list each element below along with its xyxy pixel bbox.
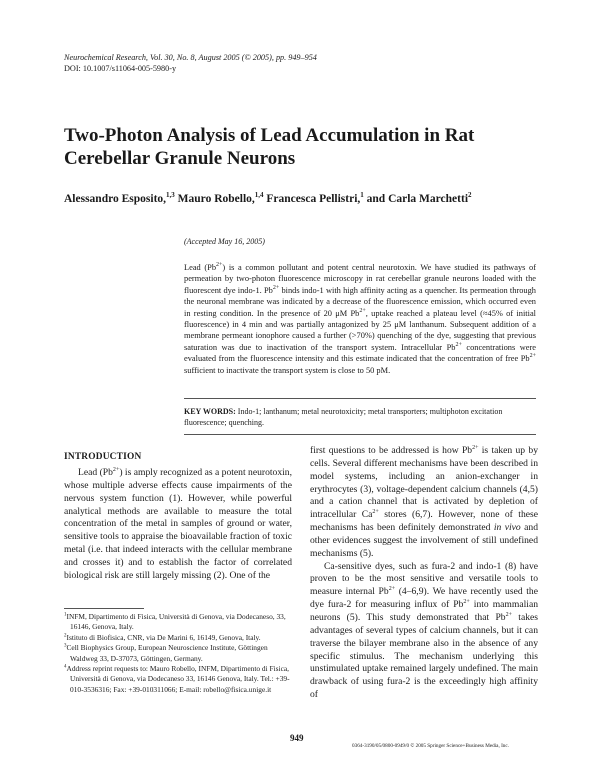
footnote-number: 3 <box>64 643 67 649</box>
paragraph <box>310 445 538 561</box>
text-run: into mammalian neurons (5). This study demonstrated that Pb <box>310 599 539 623</box>
superscript: 2+ <box>455 342 462 349</box>
text-run: Lead (Pb <box>184 263 217 272</box>
author-name: Francesca Pellistri, <box>263 193 361 205</box>
footnote <box>64 633 292 643</box>
paragraph <box>64 467 292 583</box>
accepted-date: (Accepted May 16, 2005) <box>184 237 265 246</box>
keywords <box>184 406 536 428</box>
footnote-text: Address reprint requests to: Mauro Robello, INFM, Dipartimento di Fisica, Università di Genova, via Dodecaneso 33, 16146 Genova, Italy. Tel.: +39-010-3536316; Fax: +39-010311066; E-mail: robello@fisica.unige.it <box>66 664 290 694</box>
text-run: ) is a common pollutant and potent central neurotoxin. We have studied its pathways of permeation by two-photon fluorescence microscopy in rat cerebellar granule neurons loaded with the fluorescent dye indo-1. Pb <box>184 263 536 295</box>
text-run: Lead (Pb <box>78 467 113 478</box>
paragraph <box>310 561 538 702</box>
text-run: takes advantages of several types of calcium channels, but it can traverse the bilayer membrane also in the absence of any specific stimulus. The mechanism underlying this unstimulated uptake remained largely undefined. The main drawback of using fura-2 is the exceedingly high affinity of <box>310 611 538 701</box>
doi: DOI: 10.1007/s11064-005-5980-y <box>64 64 177 73</box>
author-list <box>64 193 472 205</box>
section-heading-introduction: INTRODUCTION <box>64 452 142 462</box>
body-column-left <box>64 467 292 583</box>
author-affiliation: 1,3 <box>166 191 175 200</box>
footnote-text: Istituto di Biofisica, CNR, via De Marini 6, 16149, Genova, Italy. <box>66 632 261 642</box>
text-run: sufficient to inactivate the transport system is close to 50 pM. <box>184 365 391 375</box>
footnote <box>64 612 292 633</box>
footnote <box>64 643 292 664</box>
keywords-rule-bottom <box>184 434 536 435</box>
footnote-number: 1 <box>64 612 67 618</box>
footnote-rule <box>64 608 144 609</box>
superscript: 2+ <box>472 444 479 451</box>
keywords-rule-top <box>184 398 536 399</box>
author-affiliation: 1,4 <box>254 191 264 200</box>
text-run: concentrations were evaluated from the fluorescence intensity and this estimate indicated that the concentration of free Pb <box>184 342 536 364</box>
text-run: Ca-sensitive dyes, such as fura-2 and indo-1 (8) have proven to be the most sensitive and versatile tools to measure internal Pb <box>310 560 538 598</box>
superscript: 2+ <box>216 262 223 269</box>
text-run: stores (6,7). However, none of these mechanisms has been definitely demonstrated <box>310 509 538 534</box>
author-name: and Carla Marchetti <box>363 193 469 205</box>
superscript: 2+ <box>505 611 512 618</box>
paper-title: Two-Photon Analysis of Lead Accumulation in Rat Cerebellar Granule Neurons <box>64 125 475 169</box>
text-run: is taken up by cells. Several different mechanisms have been described in model systems, including an anion-exchanger in erythrocytes (3), voltage-dependent calcium channels (4,5) and a cation channel that is activated by depletion of intracellular Ca <box>310 445 538 521</box>
page-number: 949 <box>290 733 304 743</box>
superscript: 2+ <box>529 353 536 360</box>
text-run: (4–6,9). We have recently used the dye fura-2 for measuring influx of Pb <box>310 586 538 611</box>
abstract <box>184 262 536 376</box>
author-affiliation: 2 <box>468 191 472 200</box>
superscript: 2+ <box>463 598 470 605</box>
text-run: ) is amply recognized as a potent neurotoxin, whose multiple adverse effects cause impairments of the nervous system function (1). However, while powerful analytical methods are available to measure the total concentration of the metal in samples of ground or water, sensitive tools to appraise the bioavailable fraction of toxic metal (i.e. that indeed interacts with the cellular membrane and crosses it) and to establish the factor of correlated biological risk are still largely missing (2). One of the <box>64 467 293 581</box>
body-column-right <box>310 445 538 702</box>
text-run: binds indo-1 with high affinity acting as a quencher. Its permeation through the neuronal membrane was indicated by a decrease of the fluorescence emission, which occurred even in resting condition. In the presence of 20 μM Pb <box>184 285 536 318</box>
text-run: , uptake reached a plateau level (≈45% of initial fluorescence) in 4 min and was partially antagonized by 25 μM lanthanum. Subsequent addition of a membrane permeant ionophore caused a further (>70%) quenching of the dye, suggesting that previous saturation was due to inactivation of the transport system. Intracellular Pb <box>184 308 536 352</box>
superscript: 2+ <box>388 586 396 593</box>
footnote <box>64 664 292 695</box>
author-name: Mauro Robello, <box>174 193 255 205</box>
keywords-text: Indo-1; lanthanum; metal neurotoxicity; metal transporters; multiphoton excitation fluorescence; quenching. <box>184 407 503 427</box>
superscript: 2+ <box>272 285 280 292</box>
author-affiliation: 1 <box>360 191 364 200</box>
text-run: first questions to be addressed is how Pb <box>310 445 473 456</box>
text-run: and other evidences suggest the involvement of still undefined mechanisms (5). <box>310 522 538 559</box>
footnotes <box>64 612 292 695</box>
italic-text: in vivo <box>493 522 521 534</box>
author-name: Alessandro Esposito, <box>64 193 167 205</box>
footnote-text: INFM, Dipartimento di Fisica, Università di Genova, via Dodecaneso, 33, 16146, Genova, Italy. <box>66 612 286 632</box>
keywords-label: KEY WORDS: <box>184 407 236 416</box>
copyright-line: 0364-3190/05/0800-0949/0 © 2005 Springer Science+Business Media, Inc. <box>352 743 509 749</box>
footnote-number: 4 <box>64 664 67 670</box>
footnote-number: 2 <box>64 633 67 639</box>
running-header <box>64 52 317 74</box>
superscript: 2+ <box>112 466 120 473</box>
superscript: 2+ <box>372 509 379 516</box>
journal-citation: Neurochemical Research, Vol. 30, No. 8, August 2005 (© 2005), pp. 949–954 <box>64 53 317 62</box>
footnote-text: Cell Biophysics Group, European Neuroscience Institute, Göttingen Waldweg 33, D-37073, Göttingen, Germany. <box>66 643 268 663</box>
superscript: 2+ <box>359 307 366 314</box>
